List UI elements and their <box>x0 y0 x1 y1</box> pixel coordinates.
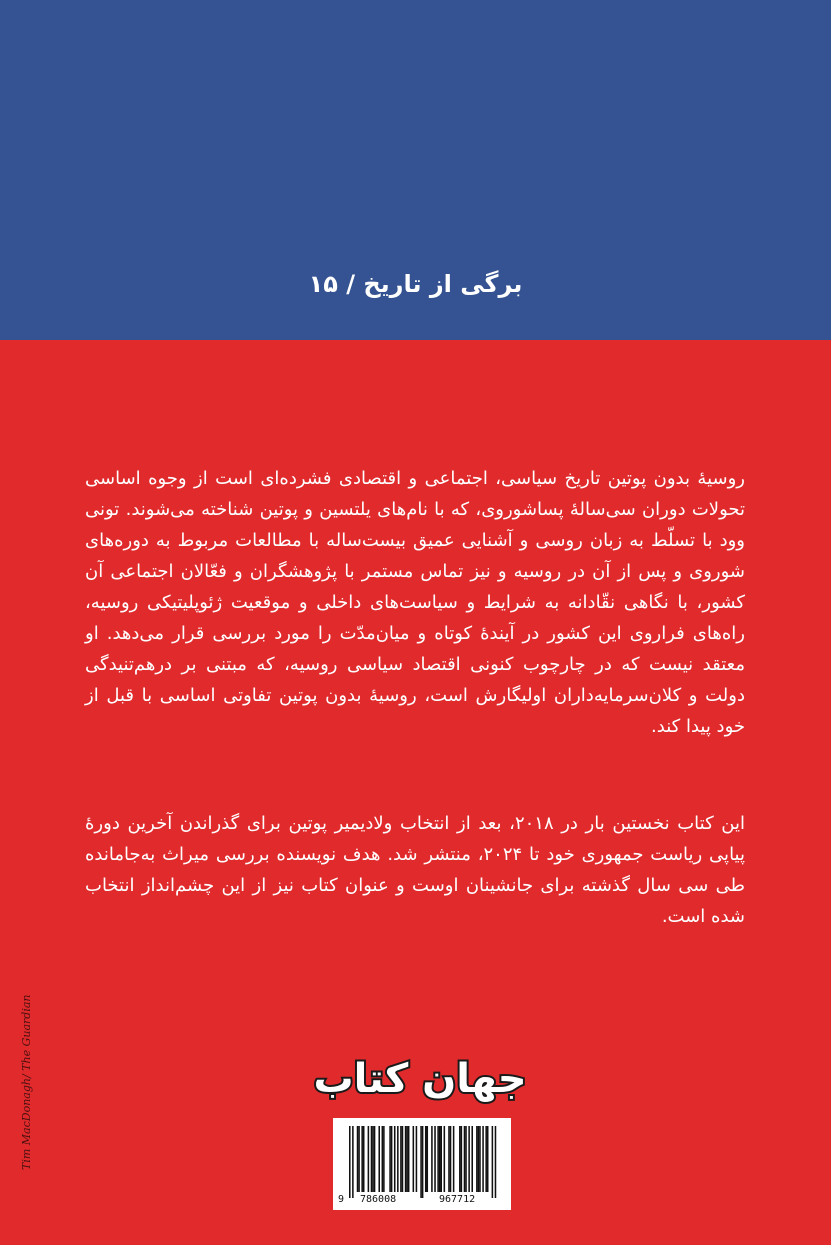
barcode-bar <box>422 1126 424 1198</box>
barcode-bar <box>459 1126 461 1192</box>
barcode-bar <box>361 1126 363 1192</box>
barcode-bar <box>372 1126 374 1192</box>
barcode-bar <box>391 1126 393 1192</box>
barcode-lead-digit: 9 <box>338 1194 345 1205</box>
barcode-bar <box>363 1126 365 1192</box>
barcode-bar <box>400 1126 402 1192</box>
barcode-bar <box>371 1126 373 1192</box>
barcode-bar <box>448 1126 450 1192</box>
barcode-bar <box>476 1126 478 1192</box>
barcode-bar <box>471 1126 473 1192</box>
barcode-bar <box>349 1126 351 1198</box>
barcode-bar <box>439 1126 441 1192</box>
barcode-bar <box>495 1126 497 1198</box>
blurb-paragraph-1 <box>85 463 745 742</box>
barcode-bar <box>482 1126 484 1192</box>
barcode-bar <box>437 1126 439 1192</box>
barcode-right-digits: 967712 <box>439 1194 476 1205</box>
photo-credit: Tim MacDonagh/ The Guardian <box>20 994 33 1170</box>
barcode-bar <box>405 1126 407 1192</box>
barcode-bar <box>413 1126 415 1192</box>
blurb-paragraph-2 <box>85 808 745 932</box>
blurb-text-1: روسیهٔ بدون پوتین تاریخ سیاسی، اجتماعی و اقتصادی فشرده‌ای است از وجوه اساسی تحولات دوران سی‌سالهٔ پساشوروی، که با نام‌های یلتسین و پوتین شناخته می‌شوند. تونی وود با تسلّط به زبان روسی و آشنایی عمیق بیست‌ساله با مطالعات مربوط به دوره‌های شوروی و پس از آن در روسیه و نیز تماس مستمر با پژوهشگران و فعّالان اجتماعی آن کشور، با نگاهی نقّادانه به شرایط و سیاست‌های داخلی و موقعیت ژئوپلیتیکی روسیه، راه‌های فراروی این کشور در آیندهٔ کوتاه و میان‌مدّت را مورد بررسی قرار می‌دهد. او معتقد نیست که در چارچوب کنونی اقتصاد سیاسی روسیه، که مبتنی بر درهم‌تنیدگی دولت و کلان‌سرمایه‌داران اولیگارش است، روسیهٔ بدون پوتین تفاوتی اساسی با قبل از خود پیدا کند. <box>85 468 745 737</box>
barcode-bar <box>357 1126 359 1192</box>
barcode-bar <box>492 1126 494 1198</box>
barcode-left-digits: 786008 <box>360 1194 397 1205</box>
barcode-bar <box>485 1126 487 1192</box>
blurb-text-2: این کتاب نخستین بار در ۲۰۱۸، بعد از انتخاب ولادیمیر پوتین برای گذراندن آخرین دورهٔ پیاپی ریاست جمهوری خود تا ۲۰۲۴، منتشر شد. هدف نویسنده بررسی میراث به‌جامانده طی سی سال گذشته برای جانشینان اوست و عنوان کتاب نیز از این چشم‌انداز انتخاب شده است. <box>85 813 745 927</box>
barcode-bar <box>453 1126 455 1192</box>
isbn-barcode <box>333 1118 511 1210</box>
barcode-bar <box>397 1126 399 1192</box>
barcode-bar <box>444 1126 446 1192</box>
publisher-logo <box>313 1042 527 1112</box>
barcode-bar <box>478 1126 480 1192</box>
barcode-bar <box>425 1126 427 1192</box>
barcode-bar <box>394 1126 396 1192</box>
barcode-bar <box>440 1126 442 1192</box>
barcode-bar <box>374 1126 376 1192</box>
barcode-bar <box>378 1126 380 1192</box>
barcode-bar <box>464 1126 466 1192</box>
barcode-bar <box>352 1126 354 1198</box>
barcode-bar <box>468 1126 470 1192</box>
barcode-bar <box>479 1126 481 1192</box>
barcode-bar <box>461 1126 463 1192</box>
barcode-bar <box>450 1126 452 1192</box>
barcode-bar <box>358 1126 360 1192</box>
barcode-bar <box>406 1126 408 1192</box>
barcode-bar <box>420 1126 422 1198</box>
barcode-bar <box>368 1126 370 1192</box>
barcode-bar <box>431 1126 433 1192</box>
barcode-bar <box>434 1126 436 1192</box>
barcode-bar <box>389 1126 391 1192</box>
series-label: برگی از تاریخ / ۱۵ <box>308 270 523 298</box>
barcode-bar <box>487 1126 489 1192</box>
barcode-bar <box>402 1126 404 1192</box>
barcode-bar <box>465 1126 467 1192</box>
publisher-logo-text: جهان کتاب <box>313 1056 527 1102</box>
barcode-bar <box>382 1126 384 1192</box>
barcode-bar <box>416 1126 418 1192</box>
barcode-bar <box>383 1126 385 1192</box>
barcode-bar <box>427 1126 429 1192</box>
barcode-bar <box>408 1126 410 1192</box>
